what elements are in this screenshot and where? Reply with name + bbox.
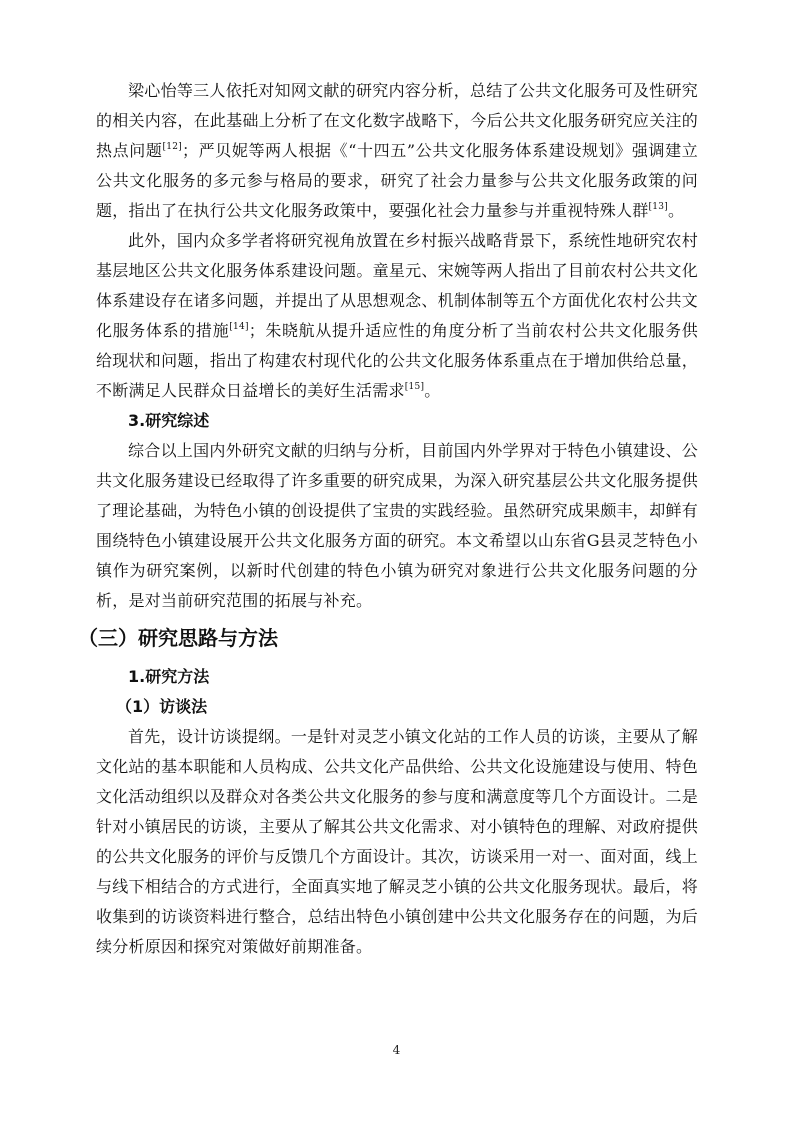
section-title-research-approach: （三）研究思路与方法 xyxy=(78,626,278,650)
paragraph-research-summary: 综合以上国内外研究文献的归纳与分析，目前国内外学界对于特色小镇建设、公共文化服务建设已经取得了许多重要的研究成果，为深入研究基层公共文化服务提供了理论基础，为特色小镇的创设提供了宝贵的实践经验。虽然研究成果颇丰，却鲜有围绕特色小镇建设展开公共文化服务方面的研究。本文希望以山东省G县灵芝特色小镇作为研究案例，以新时代创建的特色小镇为研究对象进行公共文化服务问题的分析，是对当前研究范围的拓展与补充。 xyxy=(96,441,698,610)
heading-research-methods: 1.研究方法 xyxy=(128,667,210,686)
paragraph-text: 。 xyxy=(424,381,441,400)
paragraph-interview-design: 首先，设计访谈提纲。一是针对灵芝小镇文化站的工作人员的访谈，主要从了解文化站的基本职能和人员构成、公共文化产品供给、公共文化设施建设与使用、特色文化活动组织以及群众对各类公共文化服务的参与度和满意度等几个方面设计。二是针对小镇居民的访谈，主要从了解其公共文化需求、对小镇特色的理解、对政府提供的公共文化服务的评价与反馈几个方面设计。其次，访谈采用一对一、面对面，线上与线下相结合的方式进行，全面真实地了解灵芝小镇的公共文化服务现状。最后，将收集到的访谈资料进行整合，总结出特色小镇创建中公共文化服务存在的问题，为后续分析原因和探究对策做好前期准备。 xyxy=(96,727,698,956)
citation-12: [12] xyxy=(162,142,182,152)
citation-13: [13] xyxy=(648,202,668,212)
citation-14: [14] xyxy=(229,322,249,332)
paragraph-text: 梁心怡等三人依托对知网文献的研究内容分析，总结了公共文化服务可及性研究的相关内容，在此基础上分析了在文化数字战略下，今后公共文化服务研究应关注的热点问题 xyxy=(96,81,698,160)
page-number: 4 xyxy=(392,1043,401,1057)
paragraph-text: ；严贝妮等两人根据《“十四五”公共文化服务体系建设规划》强调建立公共文化服务的多元参与格局的要求，研究了社会力量参与公共文化服务政策的问题，指出了在执行公共文化服务政策中，要强化社会力量参与并重视特殊人群 xyxy=(96,141,698,220)
paragraph-literature-analysis xyxy=(96,76,698,226)
paragraph-text: 。 xyxy=(668,201,685,220)
heading-research-review: 3.研究综述 xyxy=(128,411,210,430)
paragraph-rural-revitalization xyxy=(96,226,698,406)
paragraph-text: ；朱晓航从提升适应性的角度分析了当前农村公共文化服务供给现状和问题，指出了构建农村现代化的公共文化服务体系重点在于增加供给总量，不断满足人民群众日益增长的美好生活需求 xyxy=(96,321,698,400)
page-content xyxy=(78,76,698,962)
paragraph-text: 此外，国内众多学者将研究视角放置在乡村振兴战略背景下，系统性地研究农村基层地区公共文化服务体系建设问题。童星元、宋婉等两人指出了目前农村公共文化体系建设存在诸多问题，并提出了从思想观念、机制体制等五个方面优化农村公共文化服务体系的措施 xyxy=(96,231,698,340)
citation-15: [15] xyxy=(404,382,425,392)
heading-interview-method: （1）访谈法 xyxy=(116,697,208,716)
